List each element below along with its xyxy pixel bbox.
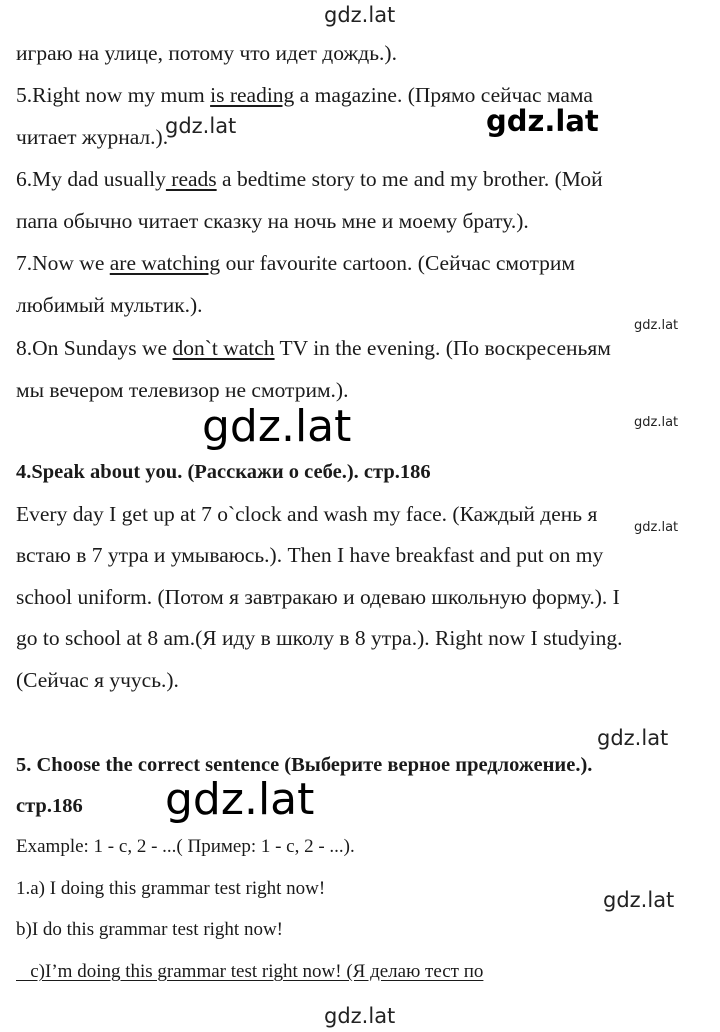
text-segment: a magazine. (Прямо сейчас мама [294,83,593,107]
watermark: gdz.lat [634,415,679,430]
text-line: папа обычно читает сказку на ночь мне и моему брату.). [16,209,529,233]
option-b: b)I do this grammar test right now! [16,919,284,940]
text-segment: 7.Now we [16,251,110,275]
example-line: Example: 1 - c, 2 - ...( Пример: 1 - c, 2 - ...). [16,836,355,857]
watermark: gdz.lat [202,401,352,452]
text-segment: 8.On Sundays we [16,336,173,360]
sentence-5 [16,82,593,108]
watermark: gdz.lat [165,774,315,825]
watermark: gdz.lat [165,114,237,138]
watermark: gdz.lat [634,520,679,535]
watermark: gdz.lat [486,104,599,138]
text-line: встаю в 7 утра и умываюсь.). Then I have breakfast and put on my [16,543,604,567]
option-c [16,959,483,985]
text-segment: a bedtime story to me and my brother. (Мой [216,167,603,191]
underlined-verb: is reading [210,83,295,107]
text-segment: TV in the evening. (По воскресеньям [274,336,611,360]
section-heading-4: 4.Speak about you. (Расскажи о себе.). стр.186 [16,461,431,483]
text-segment: our favourite cartoon. (Сейчас смотрим [220,251,576,275]
section-heading-5: 5. Choose the correct sentence (Выберите верное предложение.). [16,754,593,776]
watermark: gdz.lat [324,1004,396,1028]
section-heading-5-page: стр.186 [16,795,83,817]
underlined-verb: don`t watch [172,336,275,360]
text-line: (Сейчас я учусь.). [16,668,179,692]
sentence-6 [16,166,603,192]
underlined-verb: reads [165,167,217,191]
text-segment: 5.Right now my mum [16,83,211,107]
text-line: Every day I get up at 7 o`clock and wash my face. (Каждый день я [16,502,598,526]
text-segment: 6.My dad usually [16,167,166,191]
text-line: играю на улице, потому что идет дождь.). [16,41,397,65]
text-line: мы вечером телевизор не смотрим.). [16,378,349,402]
watermark: gdz.lat [597,726,669,750]
text-line: school uniform. (Потом я завтракаю и одеваю школьную форму.). I [16,585,620,609]
text-line: go to school at 8 am.(Я иду в школу в 8 утра.). Right now I studying. [16,626,623,650]
option-a: 1.a) I doing this grammar test right now! [16,878,326,899]
watermark: gdz.lat [603,888,675,912]
sentence-7 [16,250,575,276]
underlined-verb: are watching [109,251,221,275]
text-line: любимый мультик.). [16,293,203,317]
sentence-8 [16,335,611,361]
text-line: читает журнал.). [16,125,169,149]
watermark: gdz.lat [324,3,396,27]
watermark: gdz.lat [634,318,679,333]
correct-option-text: c)I’m doing this grammar test right now! (Я делаю тест по [16,961,484,982]
